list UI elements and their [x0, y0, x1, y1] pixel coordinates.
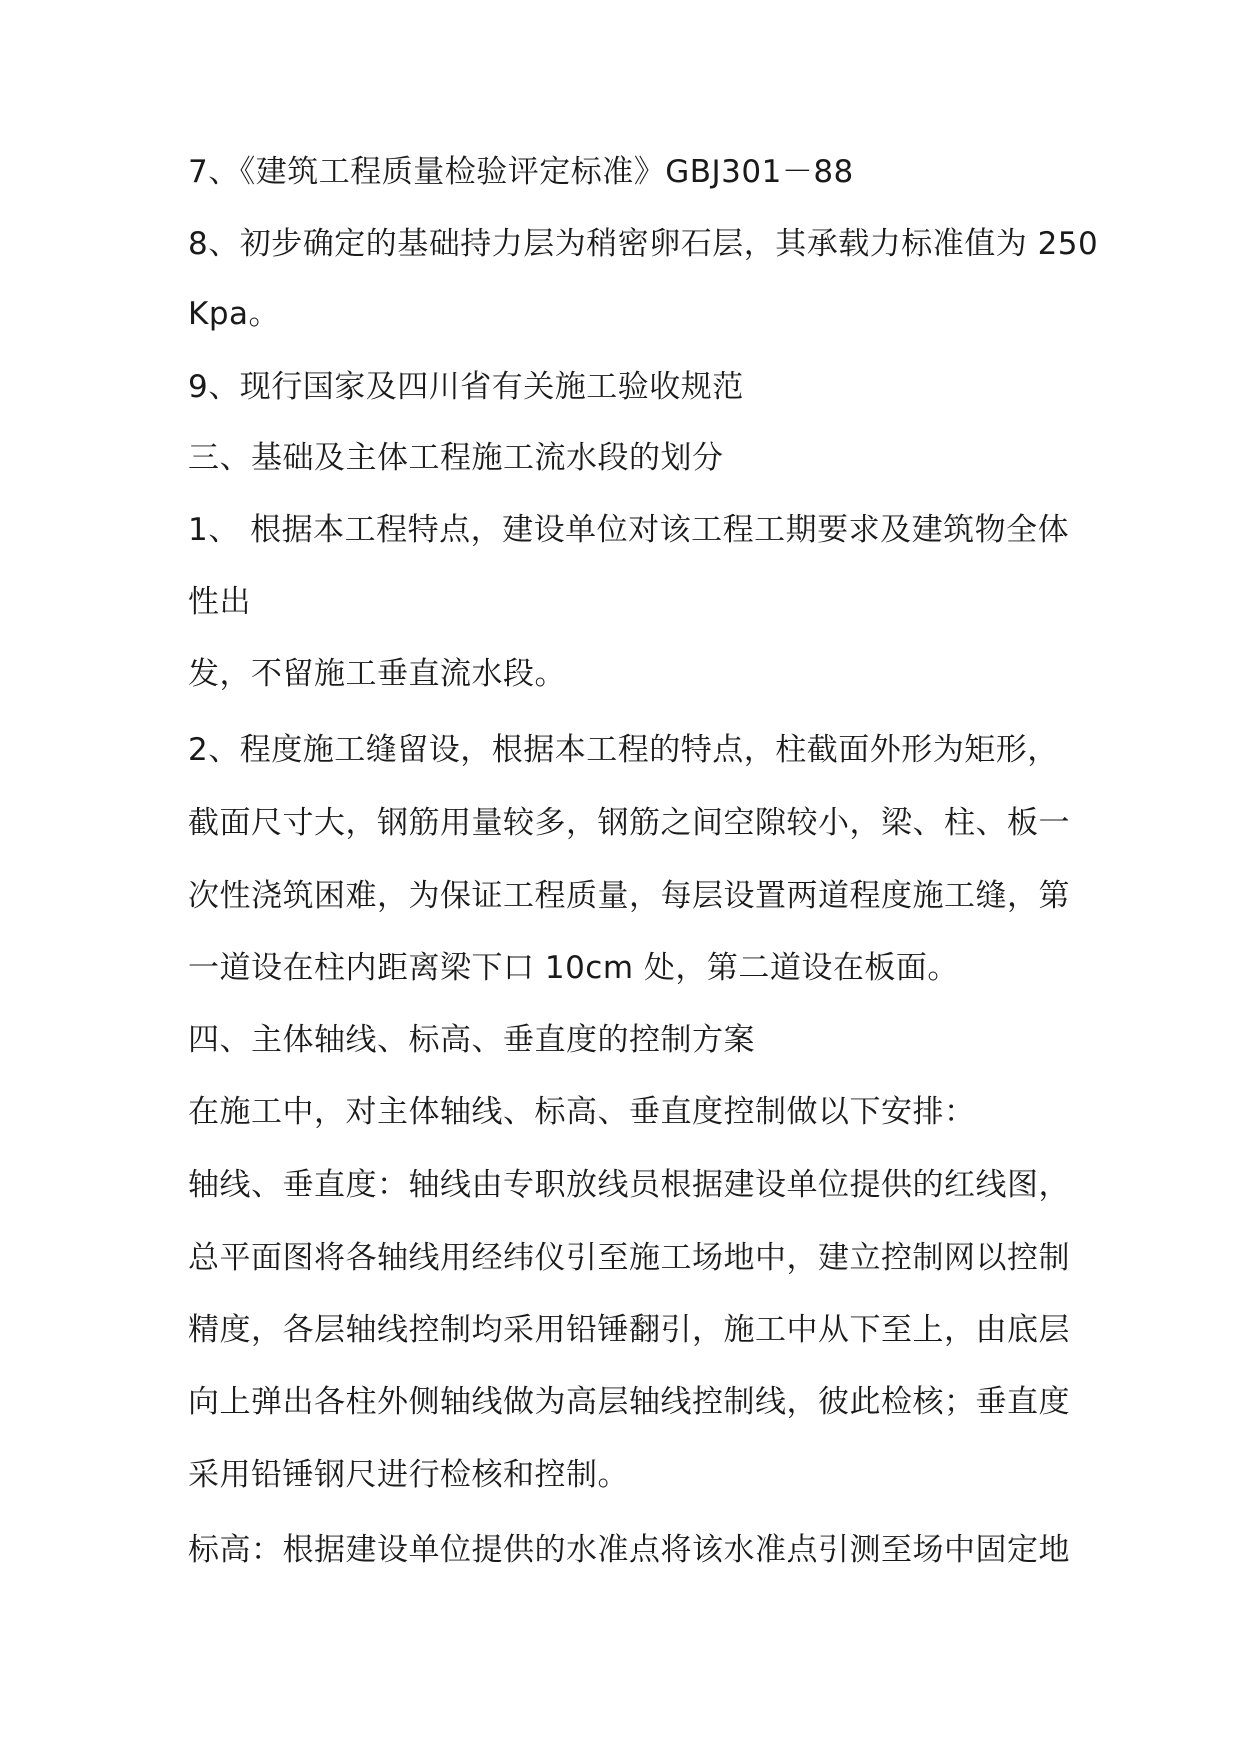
text-line-item-8-cont: Kpa。 [188, 296, 281, 332]
text-line-4-intro: 在施工中，对主体轴线、标高、垂直度控制做以下安排： [188, 1094, 976, 1130]
text-line-3-1-cont2: 发，不留施工垂直流水段。 [188, 656, 566, 692]
text-line-axis-cont2: 精度，各层轴线控制均采用铅锤翻引，施工中从下至上，由底层 [188, 1312, 1070, 1348]
text-line-axis-cont: 总平面图将各轴线用经纬仪引至施工场地中，建立控制网以控制 [188, 1240, 1070, 1276]
section-heading-3: 三、基础及主体工程施工流水段的划分 [188, 440, 724, 476]
text-line-3-2-cont3: 一道设在柱内距离梁下口 10cm 处，第二道设在板面。 [188, 950, 959, 986]
text-line-axis: 轴线、垂直度：轴线由专职放线员根据建设单位提供的红线图， [188, 1167, 1070, 1203]
text-line-3-2-cont: 截面尺寸大，钢筋用量较多，钢筋之间空隙较小，梁、柱、板一 [188, 805, 1070, 841]
text-line-axis-cont4: 采用铅锤钢尺进行检核和控制。 [188, 1457, 629, 1493]
text-line-3-1-cont: 性出 [188, 584, 251, 620]
text-line-3-1: 1、 根据本工程特点，建设单位对该工程工期要求及建筑物全体 [188, 512, 1070, 548]
text-line-item-8: 8、初步确定的基础持力层为稍密卵石层，其承载力标准值为 250 [188, 226, 1099, 262]
text-line-item-7: 7、《建筑工程质量检验评定标准》GBJ301－88 [188, 154, 854, 190]
text-line-item-9: 9、现行国家及四川省有关施工验收规范 [188, 369, 744, 405]
text-line-3-2-cont2: 次性浇筑困难，为保证工程质量，每层设置两道程度施工缝，第 [188, 878, 1070, 914]
text-line-axis-cont3: 向上弹出各柱外侧轴线做为高层轴线控制线，彼此检核；垂直度 [188, 1384, 1070, 1420]
text-line-elevation: 标高：根据建设单位提供的水准点将该水准点引测至场中固定地 [188, 1532, 1070, 1568]
text-line-3-2: 2、程度施工缝留设，根据本工程的特点，柱截面外形为矩形， [188, 732, 1059, 768]
section-heading-4: 四、主体轴线、标高、垂直度的控制方案 [188, 1022, 755, 1058]
